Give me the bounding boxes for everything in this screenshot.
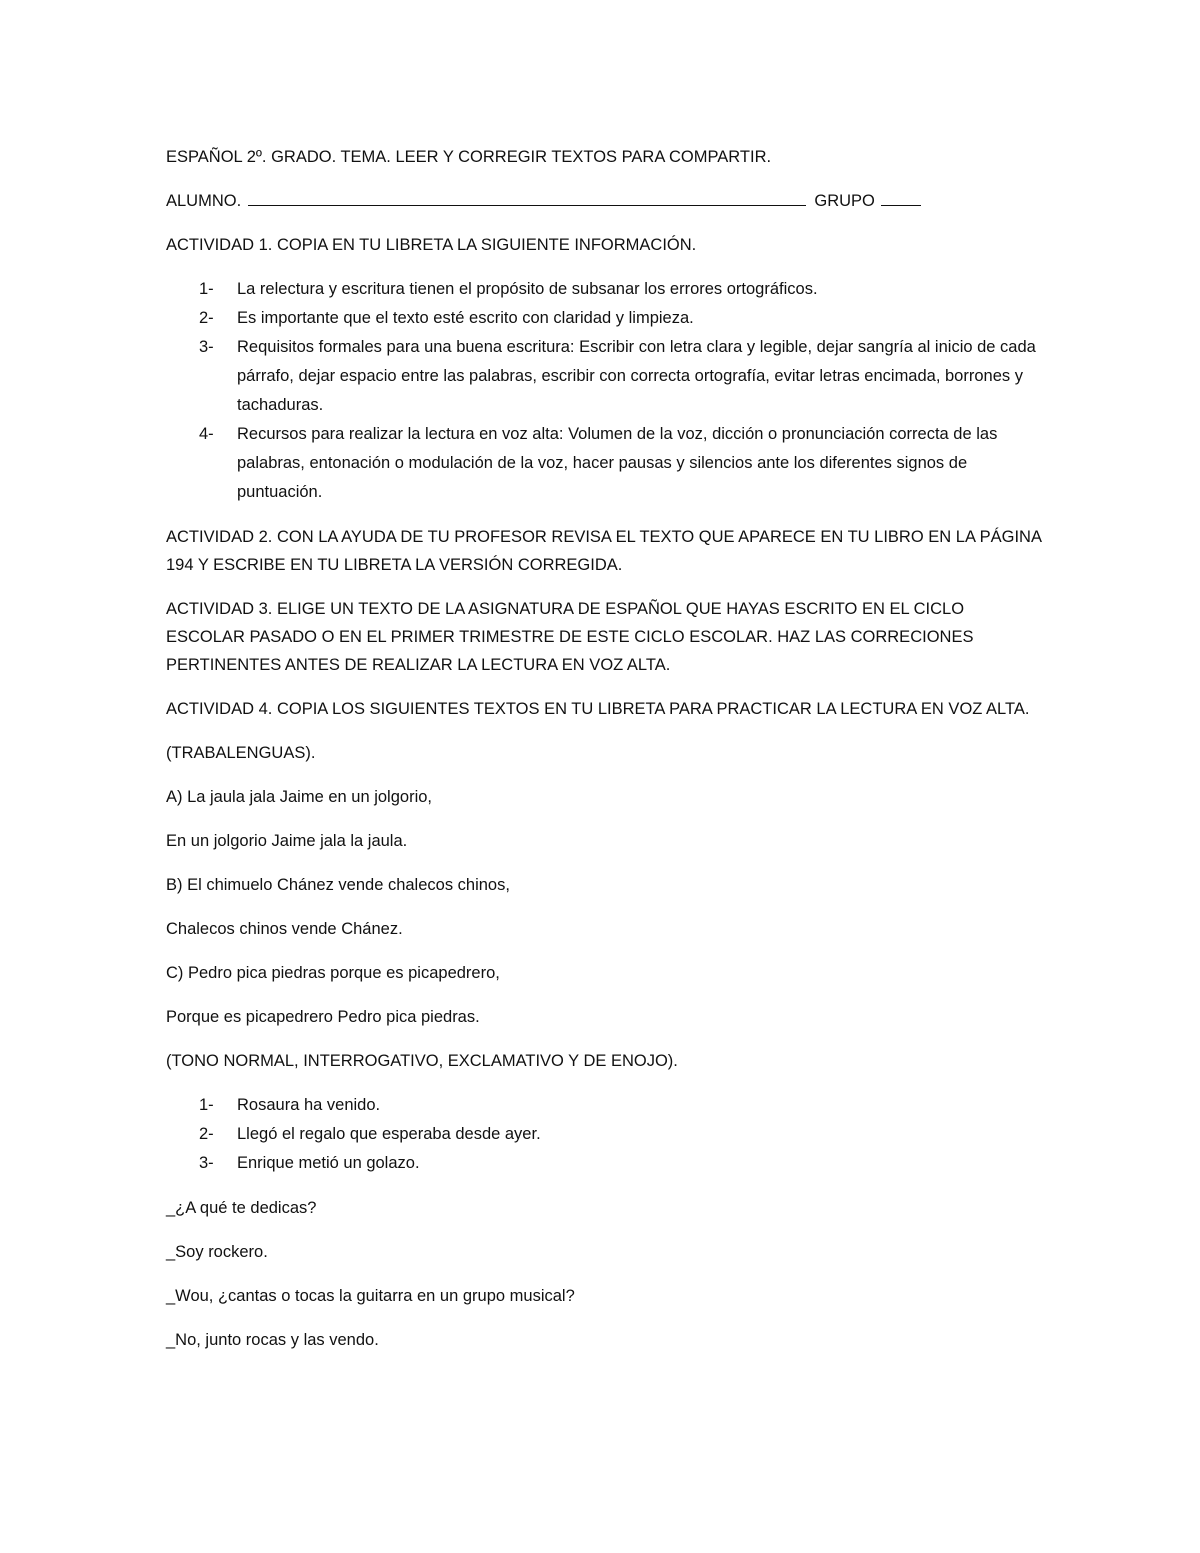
grupo-blank-line (881, 187, 921, 206)
trabalenguas-line: A) La jaula jala Jaime en un jolgorio, (166, 788, 432, 806)
alumno-blank-line (248, 187, 806, 206)
student-name-line (166, 187, 1046, 215)
list-number: 1- (199, 280, 214, 298)
actividad-3-text: ACTIVIDAD 3. ELIGE UN TEXTO DE LA ASIGNATURA DE ESPAÑOL QUE HAYAS ESCRITO EN EL CICLO ESCOLAR PASADO O EN EL PRIMER TRIMESTRE DE ESTE CICLO ESCOLAR. HAZ LAS CORRECIONES PERTINENTES ANTES DE REALIZAR LA LECTURA EN VOZ ALTA. (166, 600, 979, 674)
list-number: 1- (199, 1096, 214, 1114)
document-title: ESPAÑOL 2º. GRADO. TEMA. LEER Y CORREGIR TEXTOS PARA COMPARTIR. (166, 148, 772, 166)
list-item (166, 275, 1046, 304)
dialogue-line: _Soy rockero. (166, 1243, 268, 1261)
list-item (166, 420, 1046, 507)
list-item-text: La relectura y escritura tienen el propósito de subsanar los errores ortográficos. (237, 280, 818, 298)
trabalenguas-line: C) Pedro pica piedras porque es picapedrero, (166, 964, 500, 982)
list-item-text: Enrique metió un golazo. (237, 1154, 420, 1172)
tonos-heading: (TONO NORMAL, INTERROGATIVO, EXCLAMATIVO Y DE ENOJO). (166, 1052, 678, 1070)
dialogue-line: _Wou, ¿cantas o tocas la guitarra en un grupo musical? (166, 1287, 575, 1305)
alumno-label: ALUMNO. (166, 192, 242, 210)
trabalenguas-line: B) El chimuelo Chánez vende chalecos chinos, (166, 876, 510, 894)
list-item (166, 1149, 1046, 1178)
actividad-2-text: ACTIVIDAD 2. CON LA AYUDA DE TU PROFESOR REVISA EL TEXTO QUE APARECE EN TU LIBRO EN LA PÁGINA 194 Y ESCRIBE EN TU LIBRETA LA VERSIÓN CORREGIDA. (166, 528, 1046, 574)
list-number: 2- (199, 1125, 214, 1143)
trabalenguas-line: Chalecos chinos vende Chánez. (166, 920, 403, 938)
list-item (166, 1091, 1046, 1120)
list-item-text: Requisitos formales para una buena escritura: Escribir con letra clara y legible, dejar sangría al inicio de cada párrafo, dejar espacio entre las palabras, escribir con correcta ortografía, evitar letras encimada, borrones y tachaduras. (237, 338, 1036, 414)
list-number: 4- (199, 425, 214, 443)
list-item-text: Recursos para realizar la lectura en voz alta: Volumen de la voz, dicción o pronunciación correcta de las palabras, entonación o modulación de la voz, hacer pausas y silencios ante los diferentes signos de puntuación. (237, 425, 998, 501)
tonos-list (166, 1091, 1046, 1178)
actividad-1-list (166, 275, 1046, 507)
list-item (166, 333, 1046, 420)
list-number: 3- (199, 338, 214, 356)
list-number: 3- (199, 1154, 214, 1172)
trabalenguas-line: En un jolgorio Jaime jala la jaula. (166, 832, 408, 850)
list-number: 2- (199, 309, 214, 327)
list-item-text: Rosaura ha venido. (237, 1096, 381, 1114)
trabalenguas-heading: (TRABALENGUAS). (166, 744, 316, 762)
list-item-text: Es importante que el texto esté escrito con claridad y limpieza. (237, 309, 694, 327)
dialogue-line: _¿A qué te dedicas? (166, 1199, 317, 1217)
trabalenguas-line: Porque es picapedrero Pedro pica piedras. (166, 1008, 480, 1026)
list-item (166, 1120, 1046, 1149)
grupo-label: GRUPO (814, 192, 875, 210)
actividad-1-title: ACTIVIDAD 1. COPIA EN TU LIBRETA LA SIGUIENTE INFORMACIÓN. (166, 236, 697, 254)
document-page (166, 143, 1046, 1370)
list-item (166, 304, 1046, 333)
actividad-4-text: ACTIVIDAD 4. COPIA LOS SIGUIENTES TEXTOS EN TU LIBRETA PARA PRACTICAR LA LECTURA EN VOZ ALTA. (166, 700, 1030, 718)
list-item-text: Llegó el regalo que esperaba desde ayer. (237, 1125, 541, 1143)
dialogue-line: _No, junto rocas y las vendo. (166, 1331, 379, 1349)
